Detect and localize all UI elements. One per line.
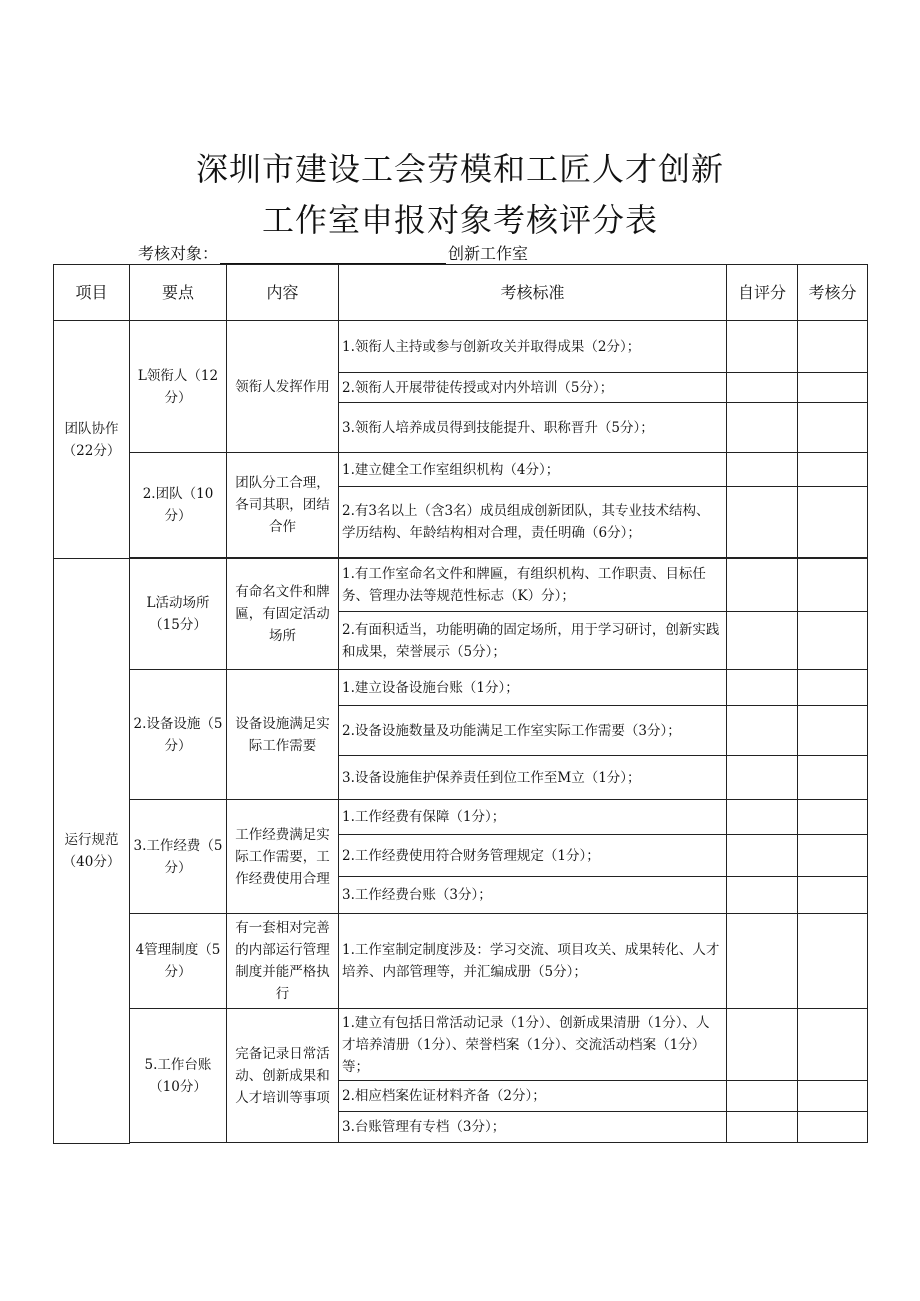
criterion: 2.工作经费使用符合财务管理规定（1分）； [339,835,727,877]
audit-score-cell[interactable] [798,321,868,373]
criterion: 1.建立设备设施台账（1分）； [339,670,727,706]
point-content: 有命名文件和牌匾，有固定活动场所 [227,559,339,670]
page-title-line1: 深圳市建设工会劳模和工匠人才创新 [195,150,724,188]
self-score-cell[interactable] [727,403,798,453]
audit-score-cell[interactable] [798,487,868,558]
criterion: 3.设备设施隹护保养责任到位工作至M立（1分）； [339,756,727,800]
criterion: 1.工作经费有保障（1分）； [339,800,727,835]
header-audit-score: 考核分 [798,265,868,321]
criterion: 1.领衔人主持或参与创新攻关并取得成果（2分）； [339,321,727,373]
table-row [54,914,868,1009]
self-score-cell[interactable] [727,756,798,800]
audit-score-cell[interactable] [798,453,868,487]
criterion: 1.工作室制定制度涉及：学习交流、项目攻关、成果转化、人才培养、内部管理等，并汇编成册（5分）； [339,914,727,1009]
header-point: 要点 [130,265,227,321]
criterion: 3.领衔人培养成员得到技能提升、职称晋升（5分）； [339,403,727,453]
self-score-cell[interactable] [727,800,798,835]
section-name: 团队协作（22分） [54,321,130,559]
subject-input-line[interactable] [220,245,446,264]
audit-score-cell[interactable] [798,1112,868,1143]
score-table [53,264,868,1144]
criterion: 2.设备设施数量及功能满足工作室实际工作需要（3分）； [339,706,727,756]
point-name: 5.工作台账（10分） [130,1009,227,1143]
point-content: 工作经费满足实际工作需要，工作经费使用合理 [227,800,339,914]
header-item: 项目 [54,265,130,321]
self-score-cell[interactable] [727,453,798,487]
point-content: 有一套相对完善的内部运行管理制度并能严格执行 [227,914,339,1009]
audit-score-cell[interactable] [798,877,868,914]
audit-score-cell[interactable] [798,706,868,756]
self-score-cell[interactable] [727,321,798,373]
self-score-cell[interactable] [727,559,798,612]
point-name: L领衔人（12分） [130,321,227,453]
self-score-cell[interactable] [727,612,798,670]
criterion: 1.建立健全工作室组织机构（4分）； [339,453,727,487]
table-row [54,321,868,373]
point-content: 领衔人发挥作用 [227,321,339,453]
point-name: 2.设备设施（5分） [130,670,227,800]
audit-score-cell[interactable] [798,670,868,706]
self-score-cell[interactable] [727,1112,798,1143]
point-content: 完备记录日常活动、创新成果和人才培训等事项 [227,1009,339,1143]
audit-score-cell[interactable] [798,1081,868,1112]
spacer [130,1143,868,1144]
criterion: 2.领衔人开展带徒传授或对内外培训（5分）； [339,373,727,403]
table-row [54,1009,868,1081]
self-score-cell[interactable] [727,835,798,877]
point-name: 4管理制度（5分） [130,914,227,1009]
header-self-score: 自评分 [727,265,798,321]
self-score-cell[interactable] [727,373,798,403]
point-content: 设备设施满足实际工作需要 [227,670,339,800]
assessment-subject [138,241,528,264]
criterion: 3.工作经费台账（3分）； [339,877,727,914]
criterion: 3.台账管理有专档（3分）； [339,1112,727,1143]
criterion: 1.有工作室命名文件和牌匾，有组织机构、工作职责、目标任务、管理办法等规范性标志（K）分）； [339,559,727,612]
subject-label: 考核对象： [138,244,219,263]
header-content: 内容 [227,265,339,321]
point-name: L活动场所（15分） [130,559,227,670]
criterion: 2.有面积适当，功能明确的固定场所，用于学习研讨，创新实践和成果，荣誉展示（5分）； [339,612,727,670]
self-score-cell[interactable] [727,914,798,1009]
self-score-cell[interactable] [727,487,798,558]
audit-score-cell[interactable] [798,373,868,403]
criterion: 1.建立有包括日常活动记录（1分）、创新成果清册（1分）、人才培养清册（1分）、荣誉档案（1分）、交流活动档案（1分）等； [339,1009,727,1081]
table-row [54,670,868,706]
section-name: 运行规范（40分） [54,559,130,1144]
audit-score-cell[interactable] [798,835,868,877]
criterion: 2.有3名以上（含3名）成员组成创新团队，其专业技术结构、学历结构、年龄结构相对合理，责任明确（6分）； [339,487,727,558]
self-score-cell[interactable] [727,706,798,756]
self-score-cell[interactable] [727,1009,798,1081]
self-score-cell[interactable] [727,670,798,706]
point-content: 团队分工合理，各司其职，团结合作 [227,453,339,558]
audit-score-cell[interactable] [798,559,868,612]
self-score-cell[interactable] [727,1081,798,1112]
audit-score-cell[interactable] [798,800,868,835]
table-row [54,800,868,835]
audit-score-cell[interactable] [798,914,868,1009]
page-title-line2: 工作室申报对象考核评分表 [261,201,658,239]
table-row [54,453,868,487]
self-score-cell[interactable] [727,877,798,914]
audit-score-cell[interactable] [798,1009,868,1081]
header-standard: 考核标准 [339,265,727,321]
criterion: 2.相应档案佐证材料齐备（2分）； [339,1081,727,1112]
point-name: 3.工作经费（5分） [130,800,227,914]
subject-suffix: 创新工作室 [448,244,529,263]
audit-score-cell[interactable] [798,403,868,453]
table-header-row [54,265,868,321]
table-row [54,559,868,612]
audit-score-cell[interactable] [798,612,868,670]
point-name: 2.团队（10分） [130,453,227,558]
audit-score-cell[interactable] [798,756,868,800]
